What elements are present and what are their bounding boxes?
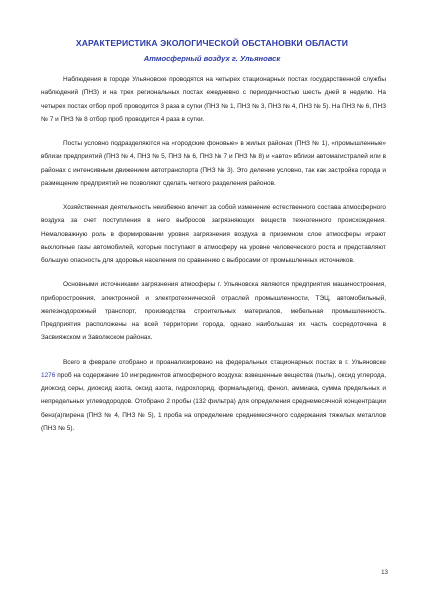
samples-count: 1276 bbox=[41, 371, 56, 379]
page-number: 13 bbox=[381, 569, 388, 576]
paragraph-observations: Наблюдения в городе Ульяновске проводятся на четырех стационарных постах государственной службы наблюдений (ПНЗ) и на трех региональных постах ежедневно с периодичностью шесть дней в неделю. На четырех постах отбор проб проводится 3 раза в сутки (ПНЗ № 1, ПНЗ № 3, ПНЗ № 4, ПНЗ № 5). На ПНЗ № 6, ПНЗ № 7 и ПНЗ № 8 отбор проб проводится 4 раза в сутки. bbox=[41, 76, 386, 123]
section-heading: ХАРАКТЕРИСТИКА ЭКОЛОГИЧЕСКОЙ ОБСТАНОВКИ ОБЛАСТИ bbox=[75, 38, 349, 48]
section-subheading: Атмосферный воздух г. Ульяновск bbox=[143, 54, 281, 63]
body-text bbox=[41, 73, 386, 445]
paragraph-post-types: Посты условно подразделяются на «городские фоновые» в жилых районах (ПНЗ № 1), «промышленные» вблизи предприятий (ПНЗ № 4, ПНЗ № 5, ПНЗ № 6, ПНЗ № 7 и ПНЗ № 8) и «авто» вблизи автомагистралей или в районах с интенсивным движением автотранспорта (ПНЗ № 3). Это деление условно, так как застройка города и размещение предприятий не позволяют сделать четкого разделения районов. bbox=[41, 140, 386, 187]
paragraph-samples-total bbox=[41, 356, 386, 436]
paragraph-economic-activity: Хозяйственная деятельность неизбежно влечет за собой изменение естественного состава атмосферного воздуха за счет поступления в него выбросов загрязняющих веществ техногенного происхождения. Немаловажную роль в формировании уровня загрязнения воздуха в приземном слое атмосферы играют выхлопные газы автомобилей, которые поступают в атмосферу на уровне человеческого роста и представляют большую опасность для здоровья населения по сравнению с выбросами от промышленных источников. bbox=[41, 204, 386, 264]
paragraph-pollution-sources: Основными источниками загрязнения атмосферы г. Ульяновска являются предприятия машиностроения, приборостроения, электронной и электротехнической отраслей промышленности, ТЭЦ, автомобильный, железнодорожный транспорт, производства строительных материалов, мебельная промышленность. Предприятия расположены на всей территории города, однако наибольшая их часть сосредоточена в Засвияжском и Заволжском районах. bbox=[41, 281, 386, 342]
samples-text-after: проб на содержание 10 ингредиентов атмосферного воздуха: взвешенные вещества (пыль), оксид углерода, диоксид серы, диоксид азота, оксид азота, гидрохлорид, формальдегид, фенол, аммиака, сумма предельных и непредельных углеводородов. Отобрано 2 пробы (132 фильтра) для определения среднемесячной концентрации бенз(а)пирена (ПНЗ № 4, ПНЗ № 5), 1 проба на определение среднемесячного содержания тяжелых металлов (ПНЗ № 5). bbox=[41, 371, 386, 432]
samples-text-before: Всего в феврале отобрано и проанализировано на федеральных стационарных постах в г. Ульяновске bbox=[63, 358, 386, 366]
